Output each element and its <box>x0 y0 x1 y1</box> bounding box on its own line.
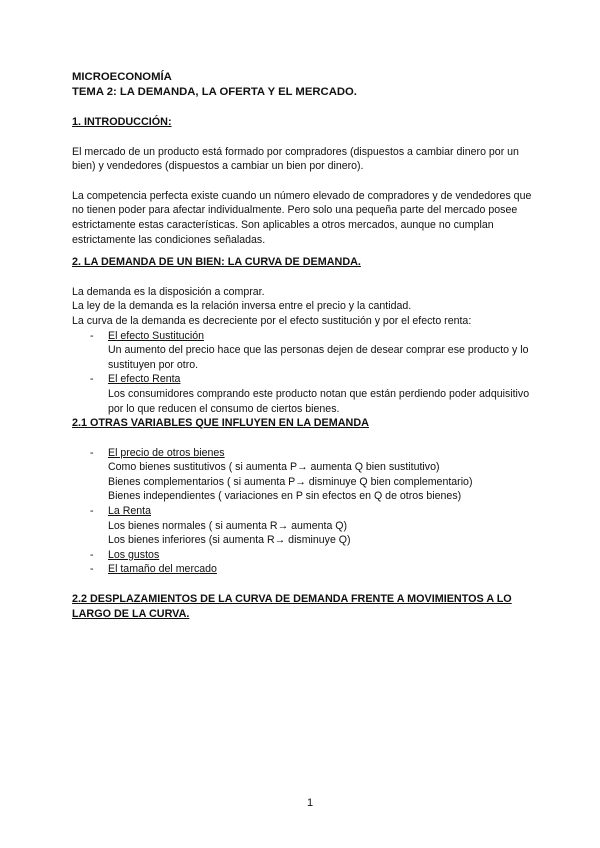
list-item: - La Renta Los bienes normales ( si aumenta R→ aumenta Q) Los bienes inferiores (si aumenta R→ disminuye Q) <box>72 504 532 548</box>
income-line: Los bienes inferiores (si aumenta R→ disminuye Q) <box>108 534 351 547</box>
course-title: MICROECONOMÍA <box>72 71 172 83</box>
section-2-line-2: La ley de la demanda es la relación inversa entre el precio y la cantidad. <box>72 300 412 313</box>
section-2-line-1: La demanda es la disposición a comprar. <box>72 285 265 298</box>
income-title: La Renta <box>108 505 151 518</box>
section-2-heading: 2. LA DEMANDA DE UN BIEN: LA CURVA DE DEMANDA. <box>72 256 361 269</box>
section-2-1-heading: 2.1 OTRAS VARIABLES QUE INFLUYEN EN LA DEMANDA <box>72 417 369 430</box>
section-1-heading: 1. INTRODUCCIÓN: <box>72 116 172 128</box>
list-item: - El efecto Renta Los consumidores comprando este producto notan que están perdiendo poder adquisitivo por lo que reducen el consumo de ciertos bienes. <box>72 372 532 416</box>
effects-list <box>72 329 532 417</box>
list-item: - El tamaño del mercado <box>72 562 532 577</box>
market-size-title: El tamaño del mercado <box>108 563 217 576</box>
section-2-line-3: La curva de la demanda es decreciente por el efecto sustitución y por el efecto renta: <box>72 314 472 327</box>
effect-substitution-text: Un aumento del precio hace que las personas dejen de desear comprar ese producto y lo sustituyen por otro. <box>108 344 529 371</box>
list-item: - Los gustos <box>72 548 532 563</box>
list-item: - El efecto Sustitución Un aumento del precio hace que las personas dejen de desear comprar ese producto y lo sustituyen por otro. <box>72 329 532 373</box>
topic-title: TEMA 2: LA DEMANDA, LA OFERTA Y EL MERCADO. <box>72 86 357 98</box>
tastes-title: Los gustos <box>108 548 160 561</box>
section-2-2-heading: 2.2 DESPLAZAMIENTOS DE LA CURVA DE DEMANDA FRENTE A MOVIMIENTOS A LO LARGO DE LA CURVA. <box>72 593 512 621</box>
effect-income-text: Los consumidores comprando este producto notan que están perdiendo poder adquisitivo por lo que reducen el consumo de ciertos bienes. <box>108 387 530 415</box>
list-item: - El precio de otros bienes Como bienes sustitutivos ( si aumenta P→ aumenta Q bien sustitutivo) Bienes complementarios ( si aumenta P→ disminuye Q bien complementario) Bienes independientes ( variaciones en P sin efectos en Q de otros bienes) <box>72 446 532 504</box>
income-line: Los bienes normales ( si aumenta R→ aumenta Q) <box>108 519 348 532</box>
other-goods-line: Bienes independientes ( variaciones en P sin efectos en Q de otros bienes) <box>108 490 462 503</box>
variables-list <box>72 446 532 577</box>
effect-substitution-title: El efecto Sustitución <box>108 329 204 342</box>
other-goods-line: Bienes complementarios ( si aumenta P→ disminuye Q bien complementario) <box>108 475 473 488</box>
document-page <box>72 70 532 622</box>
section-1-paragraph-1: El mercado de un producto está formado por compradores (dispuestos a cambiar dinero por un bien) y vendedores (dispuestos a cambiar un bien por dinero). <box>72 145 519 173</box>
other-goods-line: Como bienes sustitutivos ( si aumenta P→ aumenta Q bien sustitutivo) <box>108 461 440 474</box>
section-1-paragraph-2: La competencia perfecta existe cuando un número elevado de compradores y de vendedores que no tienen poder para afectar individualmente. Pero solo una pequeña parte del mercado posee estrictamente estas características. Son aplicables a otros mercados, aunque no cumplan estrictamente las condiciones señaladas. <box>72 189 532 246</box>
page-number: 1 <box>306 797 314 809</box>
effect-income-title: El efecto Renta <box>108 373 181 386</box>
other-goods-price-title: El precio de otros bienes <box>108 446 225 459</box>
